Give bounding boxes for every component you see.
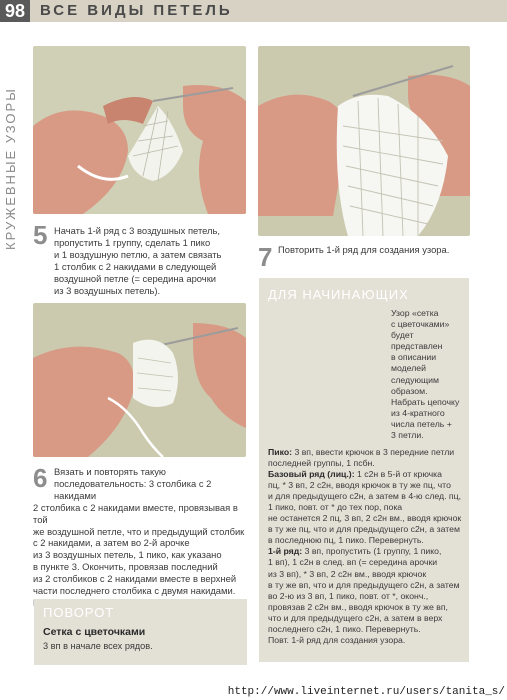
turning-title: ПОВОРОТ [43,605,115,620]
photo-step-5 [33,46,246,214]
row-1-label: 1-й ряд: [268,546,303,557]
step-7-number: 7 [258,242,273,272]
step-6-number: 6 [33,463,48,493]
page-number: 98 [0,0,30,22]
step-7-text: Повторить 1-й ряд для создания узора. [278,244,450,255]
base-row-label: Базовый ряд (лиц.): [268,469,355,480]
step-5-number: 5 [33,220,48,250]
source-url: http://www.liveinternet.ru/users/tanita_s/ [227,686,505,698]
photo-step-6 [33,303,246,457]
picot-label: Пико: [268,447,293,457]
step-5-text: Начать 1-й ряд с 3 воздушных петель, пропустить 1 группу, сделать 1 пико и 1 воздушную петлю, а затем связать 1 столбик с 2 накидами в следующей воздушной петле (= середина арочки из 3 воздушных петель). [54,225,222,296]
step-6-text: Вязать и повторять такую последовательность: 3 столбика с 2 накидами 2 столбика с 2 накидами вместе, провязывая в той же воздушной петле, что и предыдущий столбик с 2 накидами, а затем во 2-й арочке из 3 воздушных петель, 1 пико, как указано в пункте 3. Окончить, провязав последний из 2 столбиков с 2 накидами вместе в верхней части последнего столбика с двумя накидами. [33,466,245,597]
turning-text: 3 вп в начале всех рядов. [43,641,153,651]
repeat-line: Повт. 1-й ряд для создания узора. [268,634,406,645]
beginners-instructions: Пико: 3 вп, ввести крючок в 3 передние петли последней группы, 1 псбн. Базовый ряд (лиц.): 1 с2н в 5-й от крючка пц, * 3 вп, 2 с2н, вводя крючок в ту же пц, что и для предыдущего с2н, а затем в 4-ю след. пц, 1 пико, повт. от * до тех пор, пока не останется 2 пц, 3 вп, 2 с2н вм., вводя крючок в ту же пц, что и для предыдущего с2н, а затем в последнюю пц, 1 пико. Перевернуть. 1-й ряд: 3 вп, пропустить (1 группу, 1 пико, 1 вп), 1 с2н в след. вп (= середина арочки из 3 вп), * 3 вп, 2 с2н вм., вводя крючок в ту же вп, что и для предыдущего с2н, а затем во 2-ю из 3 вп, 1 пико, повт. от *, оконч., провязав 2 с2н вм., вводя крючок в ту же вп, что и для предыдущего с2н, а затем в верх последнего с2н, 1 пико. Перевернуть. Повт. 1-й ряд для создания узора. [268,447,464,646]
section-side-label: КРУЖЕВНЫЕ УЗОРЫ [3,87,18,250]
beginners-title: ДЛЯ НАЧИНАЮЩИХ [268,287,409,302]
beginners-side-description: Узор «сетка с цветочками» будет представлен в описании моделей следующим образом. Набрать цепочку из 4-кратного числа петель + 3 петли. [391,308,460,441]
photo-step-7 [258,46,470,236]
page-title: ВСЕ ВИДЫ ПЕТЕЛЬ [40,2,233,19]
turning-subtitle: Сетка с цветочками [43,626,146,638]
